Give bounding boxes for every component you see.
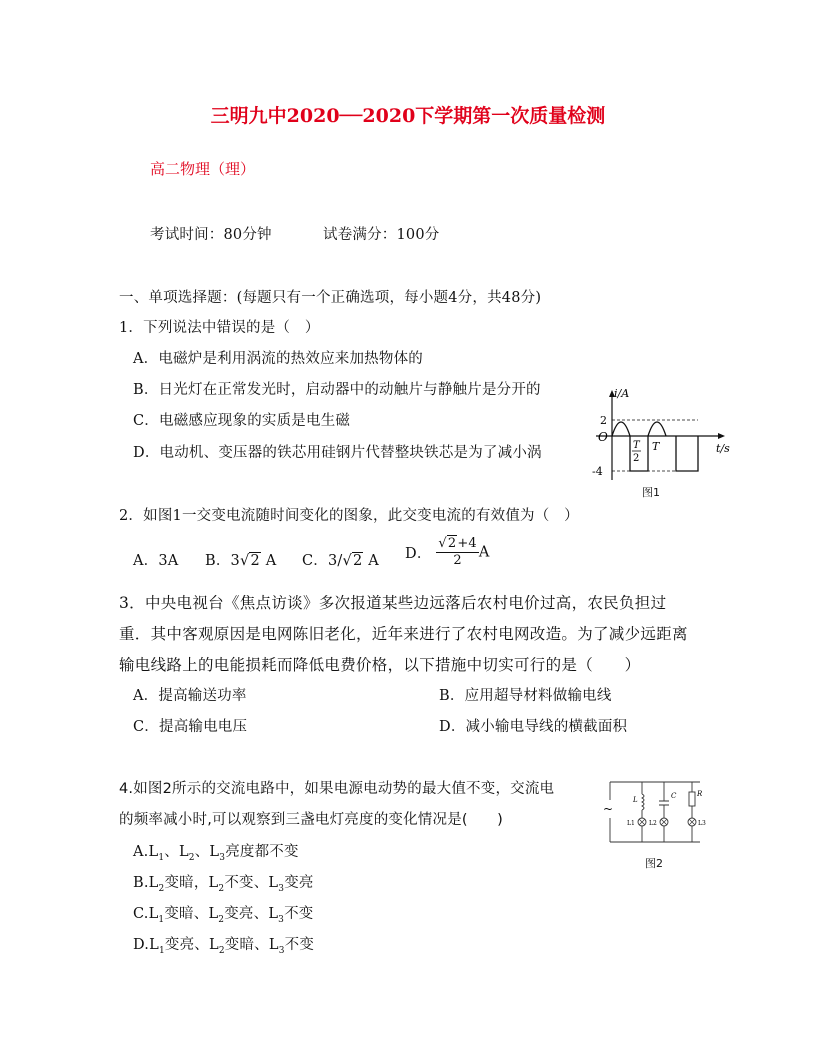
fig1-half-period-num: T: [633, 440, 640, 451]
q1-stem: 1．下列说法中错误的是（ ）: [119, 320, 320, 336]
q2-option-d: D． $\frac{√2+4}{2}$ A: [405, 536, 490, 568]
q1-option-a: A．电磁炉是利用涡流的热效应来加热物体的: [133, 351, 423, 367]
q2-stem: 2．如图1一交变电流随时间变化的图象，此交变电流的有效值为（ ）: [119, 508, 579, 524]
q3-option-d: D．减小输电导线的横截面积: [439, 719, 628, 735]
q3-option-a: A．提高输送功率: [133, 688, 247, 704]
exam-time: 考试时间：80分钟: [150, 227, 272, 243]
q2-option-a: A．3A: [133, 553, 179, 569]
subject-subtitle: 高二物理（理）: [150, 160, 256, 178]
q4-option-a: $A.L_1$、$L_2$、$L_3$亮度都不变: [133, 844, 299, 863]
fig2-resistor-label: R: [697, 790, 703, 798]
full-score: 试卷满分：100分: [323, 227, 440, 243]
fig1-x-axis-label: t/s: [716, 442, 730, 455]
q1-option-b: B．日光灯在正常发光时，启动器中的动触片与静触片是分开的: [133, 382, 541, 398]
q4-option-d: $D.L_1$变亮、$L_2$变暗、$L_3$不变: [133, 937, 315, 956]
q1-option-c: C．电磁感应现象的实质是电生磁: [133, 413, 351, 429]
q2-option-b: B．3√2 A: [205, 553, 277, 569]
fig2-lamp-1: L1: [627, 820, 635, 827]
fig2-lamp-2: L2: [649, 820, 657, 827]
figure-2-caption: 图2: [645, 857, 663, 870]
fig2-inductor-label: L: [633, 796, 638, 804]
fig1-tick-2: 2: [600, 414, 607, 427]
q4-option-c: $C.L_1$变暗、$L_2$变亮、$L_3$不变: [133, 906, 314, 925]
q4-line-1: 4.如图2所示的交流电路中，如果电源电动势的最大值不变，交流电: [119, 781, 555, 797]
q3-option-b: B．应用超导材料做输电线: [439, 688, 612, 704]
fig2-lamp-3: L3: [698, 820, 706, 827]
fig1-y-axis-label: i/A: [614, 387, 630, 400]
q3-option-c: C．提高输电电压: [133, 719, 248, 735]
fig1-period: T: [652, 440, 660, 453]
exam-title: 三明九中2020──2020下学期第一次质量检测: [210, 105, 606, 127]
q2-option-c: C．3/√2 A: [302, 553, 379, 569]
q4-line-2: 的频率减小时,可以观察到三盏电灯亮度的变化情况是( ): [119, 812, 504, 828]
figure-1-current-graph: [588, 384, 738, 484]
section-heading: 一、单项选择题：(每题只有一个正确选项，每小题4分，共48分): [119, 290, 542, 306]
fig2-capacitor-label: C: [671, 792, 677, 800]
fig1-origin: O: [598, 430, 608, 444]
q3-line-3: 输电线路上的电能损耗而降低电费价格，以下措施中切实可行的是（ ）: [119, 656, 641, 674]
fig1-tick-minus4: -4: [592, 465, 603, 478]
q4-option-b: $B.L_2$变暗，$L_2$不变、$L_3$变亮: [133, 875, 314, 894]
q3-line-1: 3．中央电视台《焦点访谈》多次报道某些边远落后农村电价过高，农民负担过: [119, 594, 667, 612]
fig1-half-period-den: 2: [633, 453, 640, 464]
q1-option-d: D．电动机、变压器的铁芯用硅钢片代替整块铁芯是为了减小涡: [133, 445, 542, 461]
figure-2-circuit: [600, 774, 716, 848]
q3-line-2: 重．其中客观原因是电网陈旧老化，近年来进行了农村电网改造。为了减少远距离: [119, 625, 688, 643]
figure-1-caption: 图1: [642, 486, 660, 499]
fig2-ac-source: ~: [603, 802, 614, 816]
